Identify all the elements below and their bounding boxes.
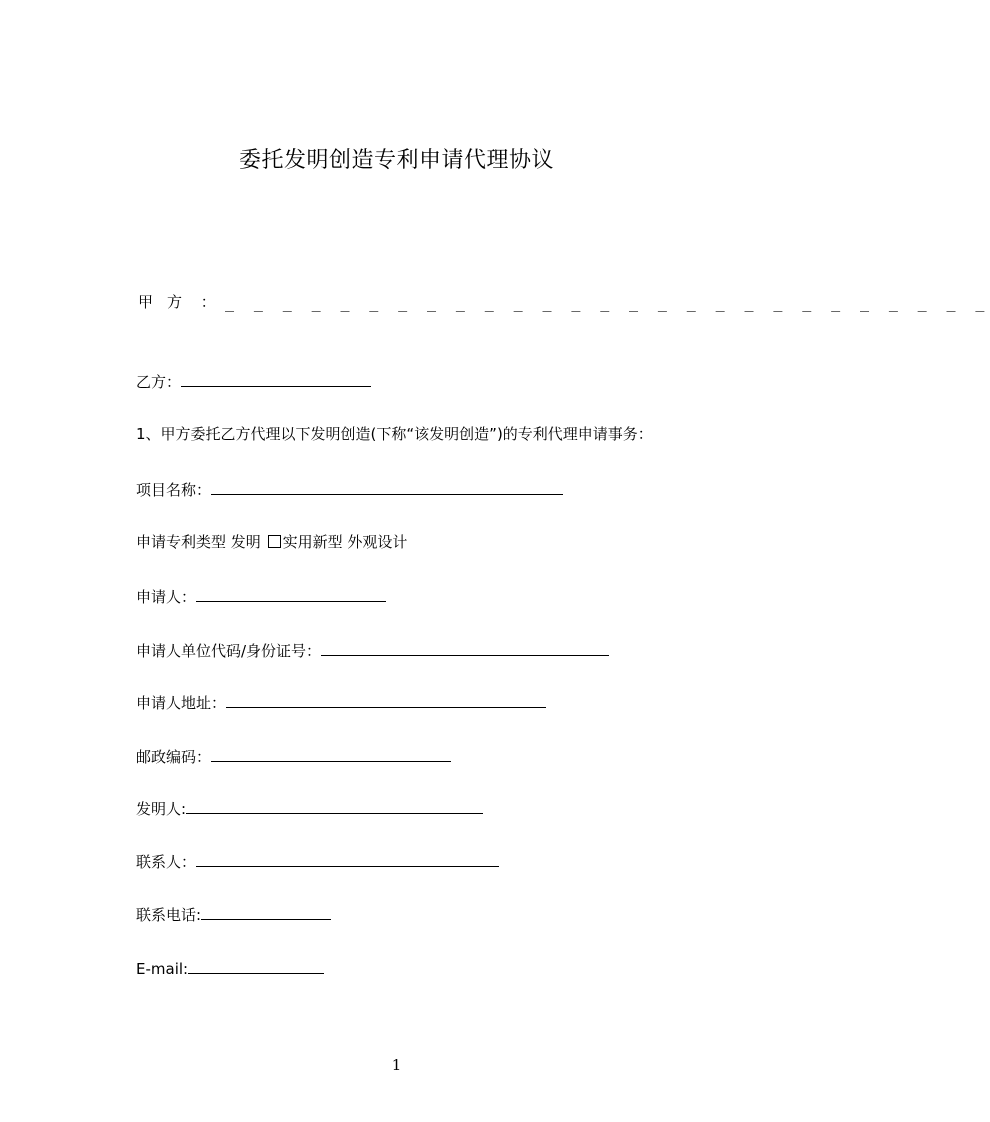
postal-code-row: [136, 746, 451, 767]
email-row: [136, 958, 324, 979]
applicant-blank[interactable]: [196, 586, 386, 602]
patent-type-design: 外观设计: [347, 533, 408, 551]
contact-row: [136, 851, 499, 872]
applicant-address-row: [136, 692, 546, 713]
email-label: E-mail:: [136, 960, 189, 978]
party-b-label: 乙方：: [136, 373, 182, 391]
project-name-row: [136, 479, 563, 500]
applicant-id-row: [136, 640, 609, 661]
party-b-row: [136, 371, 371, 392]
party-b-blank[interactable]: [181, 371, 371, 387]
patent-type-invention: 发明: [230, 533, 261, 551]
page-number: 1: [391, 1056, 402, 1074]
party-a-colon: ：: [200, 293, 216, 311]
party-a-row: [138, 292, 216, 312]
clause-1: 1、甲方委托乙方代理以下发明创造(下称“该发明创造”)的专利代理申请事务：: [136, 425, 653, 443]
applicant-label: 申请人：: [136, 588, 197, 606]
applicant-id-blank[interactable]: [321, 640, 609, 656]
party-a-label: 甲方: [138, 293, 197, 311]
phone-blank[interactable]: [201, 904, 331, 920]
patent-type-row: [136, 532, 407, 552]
phone-label: 联系电话:: [136, 906, 202, 924]
contact-blank[interactable]: [196, 851, 499, 867]
patent-type-label: 申请专利类型: [136, 533, 227, 551]
phone-row: [136, 904, 331, 925]
applicant-address-blank[interactable]: [226, 692, 546, 708]
applicant-id-label: 申请人单位代码/身份证号：: [136, 642, 322, 660]
postal-code-label: 邮政编码：: [136, 748, 212, 766]
applicant-row: [136, 586, 386, 607]
postal-code-blank[interactable]: [211, 746, 451, 762]
email-blank[interactable]: [188, 958, 324, 974]
applicant-address-label: 申请人地址：: [136, 694, 227, 712]
contact-label: 联系人：: [136, 853, 197, 871]
patent-type-utility: 实用新型: [282, 533, 343, 551]
inventor-label: 发明人:: [136, 800, 187, 818]
project-name-blank[interactable]: [211, 479, 563, 495]
utility-checkbox[interactable]: [268, 535, 281, 548]
project-name-label: 项目名称：: [136, 481, 212, 499]
party-a-blank[interactable]: _ _ _ _ _ _ _ _ _ _ _ _ _ _ _ _ _ _ _ _ _ _ _ _ _ _ _: [225, 294, 990, 312]
inventor-row: [136, 798, 483, 819]
inventor-blank[interactable]: [186, 798, 483, 814]
document-title: 委托发明创造专利申请代理协议: [238, 148, 554, 173]
